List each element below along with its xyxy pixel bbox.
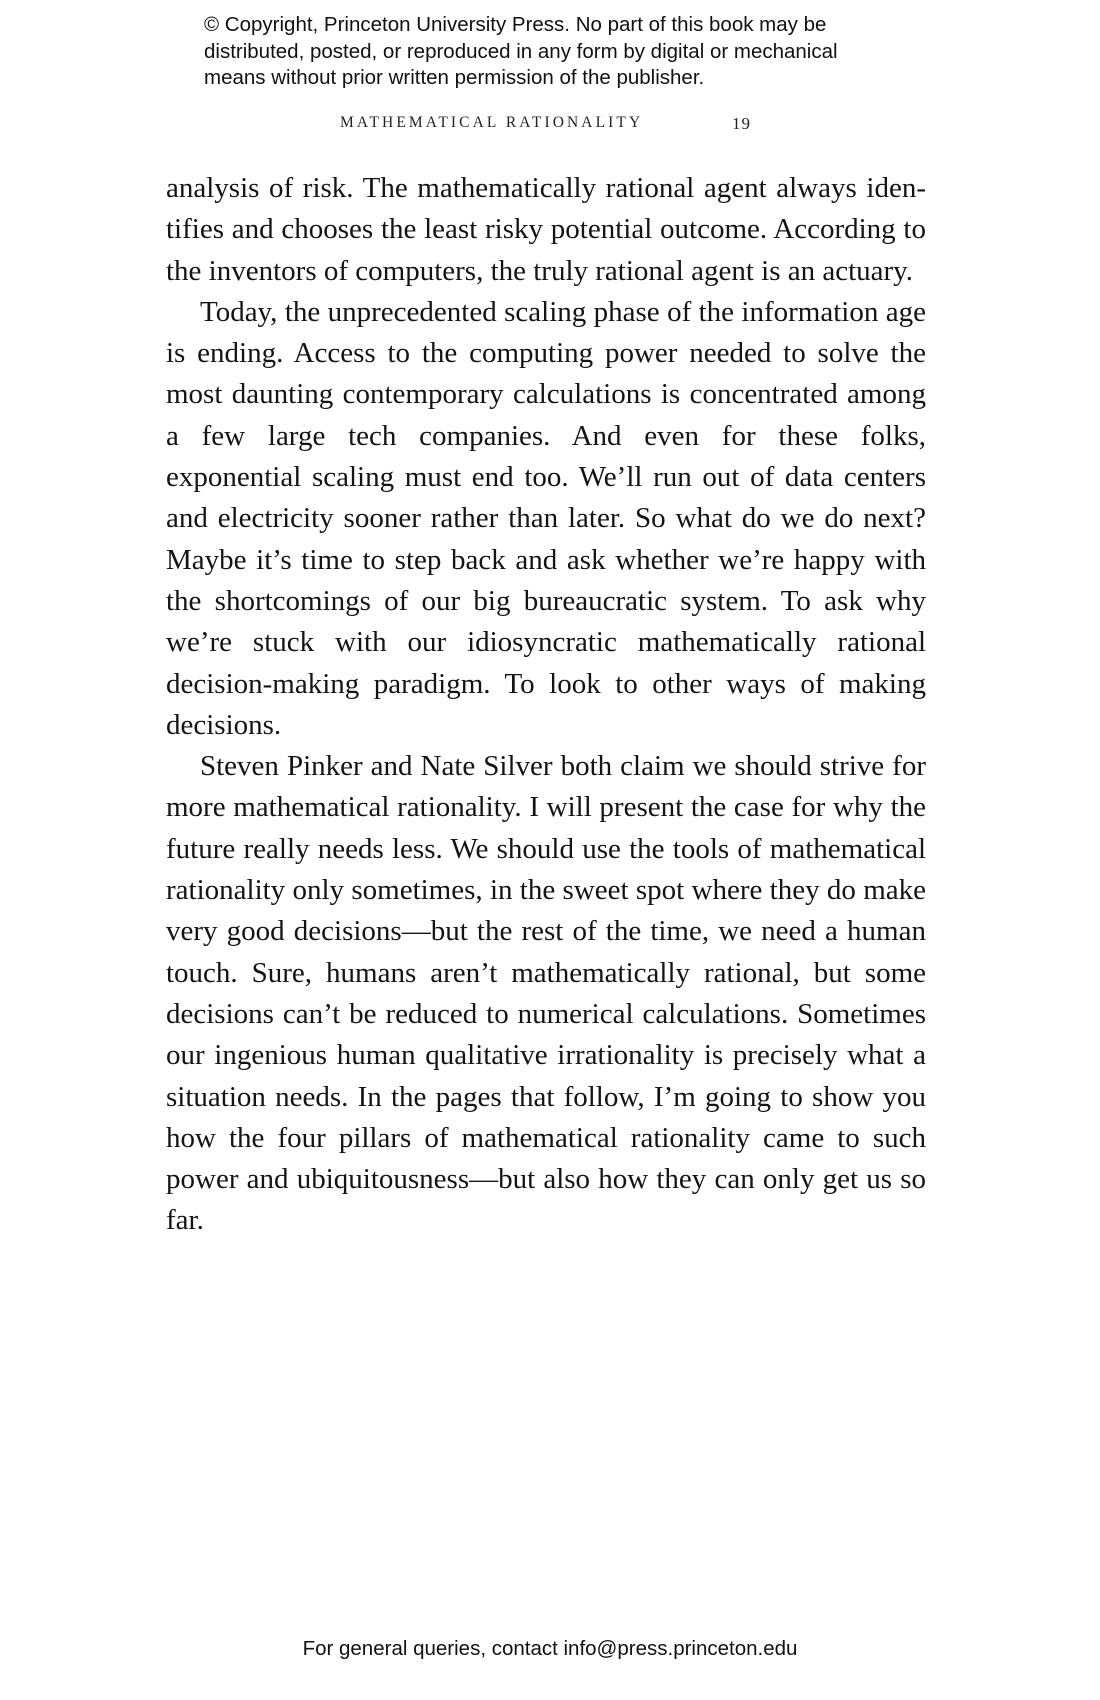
running-head-title: MATHEMATICAL RATIONALITY [340,114,644,131]
page-number: 19 [732,114,751,133]
paragraph: analysis of risk. The mathematically rational agent always identifies and chooses the least risky potential outcome. According to the inventors of computers, the truly rational agent is an actuary. [166,172,926,287]
copyright-line: means without prior written permission of the publisher. [204,66,705,89]
footer-contact: For general queries, contact info@press.princeton.edu [302,1637,798,1660]
paragraph: Today, the unprecedented scaling phase of the information age is ending. Access to the computing power needed to solve the most daunting contemporary calculations is concentrated among a few large tech companies. And even for these folks, exponential scaling must end too. We’ll run out of data centers and electricity sooner rather than later. So what do we do next? Maybe it’s time to step back and ask whether we’re happy with the shortcomings of our big bureaucratic system. To ask why we’re stuck with our idiosyncratic mathematically rational decision-making paradigm. To look to other ways of making decisions. [166,295,926,741]
copyright-notice [204,12,924,92]
copyright-line: distributed, posted, or reproduced in any form by digital or mechanical [204,39,838,63]
paragraph: Steven Pinker and Nate Silver both claim we should strive for more mathematical rationality. I will present the case for why the future really needs less. We should use the tools of mathematical rationality only sometimes, in the sweet spot where they do make very good decisions—but the rest of the time, we need a human touch. Sure, humans aren’t mathematically rational, but some decisions can’t be reduced to numerical calculations. Sometimes our ingenious human qualitative irrationality is precisely what a situation needs. In the pages that follow, I’m going to show you how the four pillars of mathematical rationality came to such power and ubiquitousness—but also how they can only get us so far. [166,750,926,1237]
copyright-line: © Copyright, Princeton University Press. No part of this book may be [204,13,827,36]
body-text [166,168,926,1242]
